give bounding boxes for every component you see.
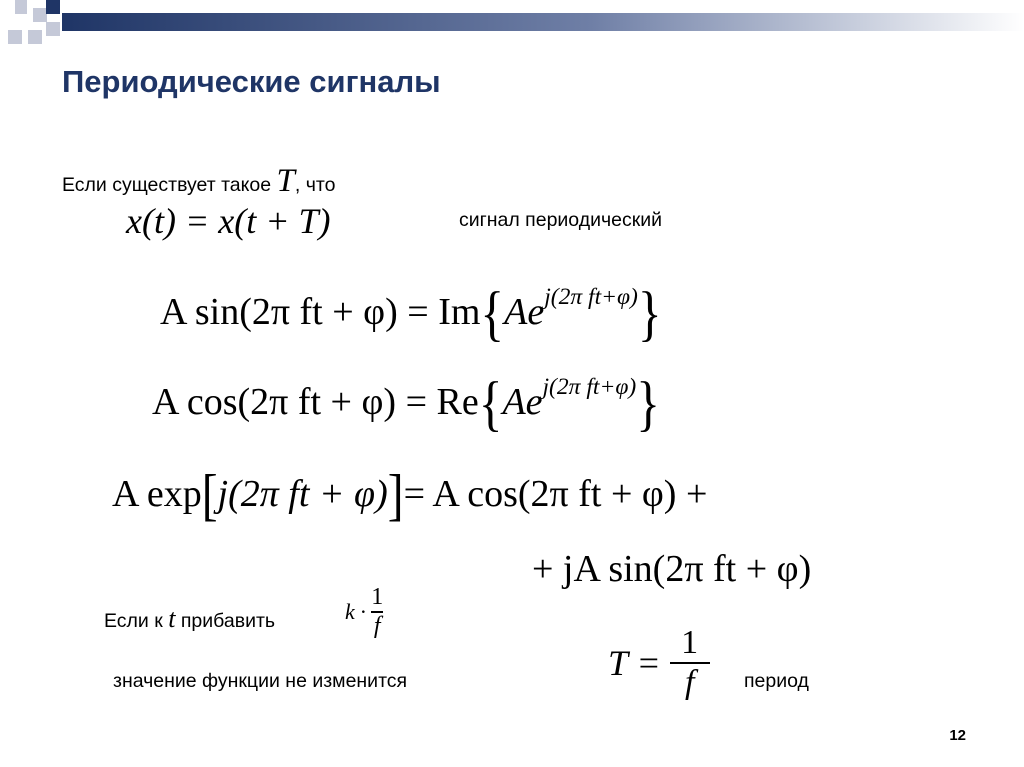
euler-rhs: = A cos(2π ft + φ) + [403,473,708,515]
period-label: период [744,670,809,692]
shift-frac-num: 1 [371,584,384,610]
intro-period-symbol: T [276,163,295,199]
euler-argument: j(2π ft + φ) [217,473,388,515]
sin-exp-base: Ae [504,291,545,333]
cos-equation: A cos(2π ft + $\varphi) = Re\{Ae^{j(2\pi ft+\varphi)}\}$ [152,368,660,438]
period-frac-den: f [670,662,710,702]
page-title: Периодические сигналы [62,64,441,99]
cos-lhs: A cos(2π ft + φ) = Re [152,381,479,423]
shift-suffix: прибавить [180,610,276,632]
cos-exp-base: Ae [502,381,543,423]
periodicity-equation: x(t) = x(t + T) [126,201,331,241]
sin-equation: A sin(2π ft + $\varphi) = Im\{Ae^{j(2\pi ft+\varphi)}\}$ [160,278,662,348]
euler-lhs: A exp [112,473,202,515]
period-lhs: T = [608,643,661,683]
intro-line [62,163,335,200]
shift-line [104,604,275,634]
page-number: 12 [949,727,966,744]
sin-exp-power: j(2π ft+φ) [544,283,638,310]
shift-prefix: Если к [104,610,163,632]
intro-suffix: , что [294,174,336,196]
periodic-label: сигнал периодический [459,209,663,231]
euler-equation-line2: + jA sin(2π ft + φ) [532,548,812,590]
shift-amount [345,584,383,640]
header-decoration [0,0,1024,60]
unchanged-text: значение функции не изменится [113,670,408,692]
intro-text: Если существует такое [62,174,272,196]
shift-k: k · [345,599,366,624]
period-formula [608,624,710,702]
shift-variable: t [168,604,176,633]
sin-lhs: A sin(2π ft + φ) = Im [160,291,481,333]
euler-equation-line1: A exp[j(2π ft + φ)]= A cos(2π ft + φ) + [112,464,708,527]
cos-exp-power: j(2π ft+φ) [542,373,637,400]
period-frac-num: 1 [681,624,699,661]
shift-frac-den: f [371,611,383,640]
